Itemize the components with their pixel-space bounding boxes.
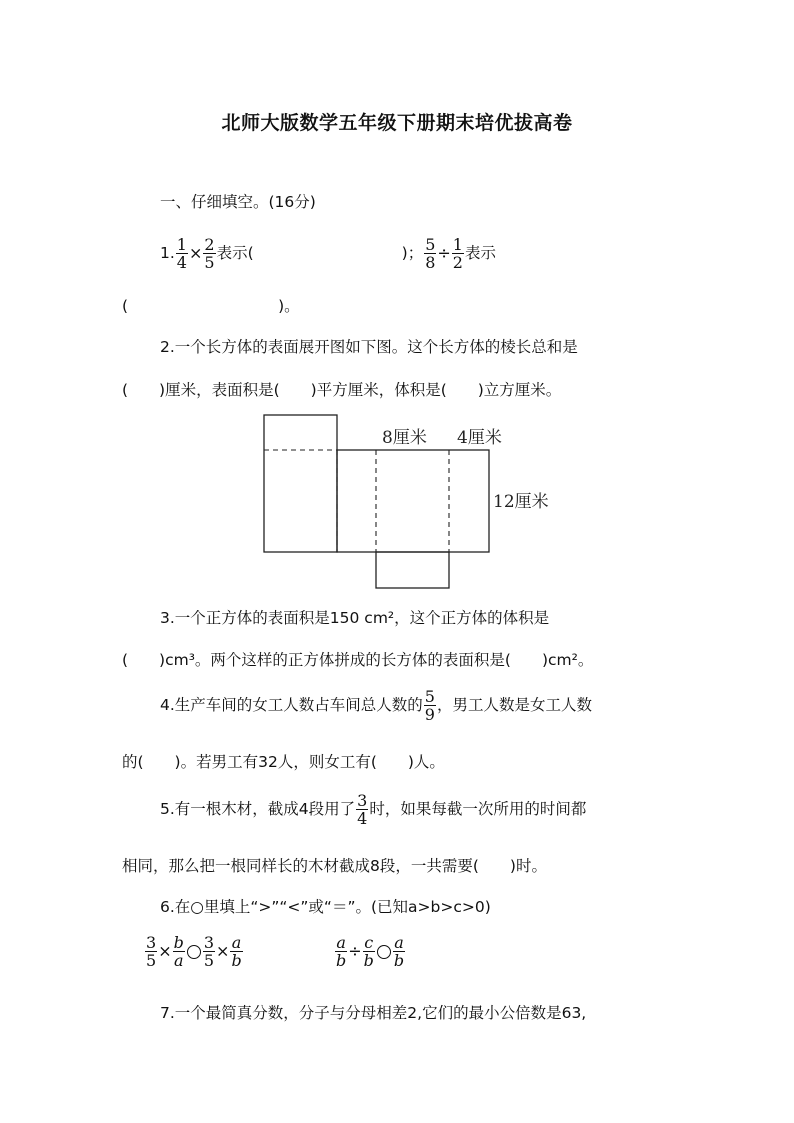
section-heading: 一、仔细填空。(16分) [160,193,316,211]
cuboid-net-diagram [250,405,570,595]
question-1-line-1 [160,236,496,271]
net-left-face-outline [264,415,337,552]
multiply-sign: × [158,941,172,961]
question-2-line-2: ( )厘米，表面积是( )平方厘米，体积是( )立方厘米。 [122,381,562,399]
compare-circle-2 [377,945,391,959]
question-4-line-1 [160,688,592,723]
label-4cm: 4厘米 [457,428,502,448]
e2-fraction-c-b: $\frac{c}{b}$ [363,933,374,970]
question-3-line-2: ( )cm³。两个这样的正方体拼成的长方体的表面积是( )cm²。 [122,651,594,669]
question-5-line-1 [160,792,586,827]
label-12cm: 12厘米 [493,492,549,512]
question-3-line-1: 3.一个正方体的表面积是150 cm²，这个正方体的体积是 [160,609,550,627]
comparison-expression-2 [334,934,406,969]
multiply-sign: × [216,941,230,961]
multiply-sign: × [188,243,203,263]
question-1-line-2 [122,296,300,316]
fraction-1-4: $\frac{1}{4}$ [176,235,187,272]
e1-fraction-b-a: $\frac{b}{a}$ [173,933,184,970]
question-5-line-2: 相同，那么把一根同样长的木材截成8段，一共需要( )时。 [122,857,547,875]
page-title: 北师大版数学五年级下册期末培优拔高卷 [221,112,573,134]
question-4-text-a: 4.生产车间的女工人数占车间总人数的 [160,696,423,714]
e1-fraction-3-5-right: $\frac{3}{5}$ [203,933,215,970]
question-2-line-1: 2.一个长方体的表面展开图如下图。这个长方体的棱长总和是 [160,338,578,356]
answer-blank-close-2: )。 [278,297,300,315]
net-main-strip-outline [337,450,489,552]
e1-fraction-a-b: $\frac{a}{b}$ [231,933,242,970]
e2-fraction-a-b-right: $\frac{a}{b}$ [393,933,405,970]
question-4-text-b: ，男工人数是女工人数 [436,696,592,714]
question-1-text-represents: 表示 [464,244,496,262]
answer-blank-open: 表示( [216,244,254,262]
question-1-number: 1. [160,244,175,262]
fraction-2-5: $\frac{2}{5}$ [204,235,215,272]
fraction-3-4: $\frac{3}{4}$ [357,791,368,828]
question-7-line-1: 7.一个最简真分数，分子与分母相差2,它们的最小公倍数是63, [160,1004,587,1022]
question-4-line-2: 的( )。若男工有32人，则女工有( )人。 [122,753,445,771]
net-bottom-flap [376,552,449,588]
question-5-text-b: 时，如果每截一次所用的时间都 [369,800,587,818]
fraction-1-2: $\frac{1}{2}$ [452,235,463,272]
fraction-5-8: $\frac{5}{8}$ [425,235,436,272]
e2-fraction-a-b: $\frac{a}{b}$ [336,933,347,970]
label-8cm: 8厘米 [382,428,427,448]
comparison-expression-1 [144,934,244,969]
answer-blank-close: )； [401,244,424,262]
fraction-5-9: $\frac{5}{9}$ [424,687,435,724]
divide-sign: ÷ [437,243,451,263]
question-6-line-1: 6.在○里填上“>”“<”或“＝”。(已知a>b>c>0) [160,898,491,916]
compare-circle-1 [187,945,201,959]
divide-sign: ÷ [348,941,362,961]
question-5-text-a: 5.有一根木材，截成4段用了 [160,800,356,818]
e1-fraction-3-5: $\frac{3}{5}$ [146,933,157,970]
answer-blank-open-2: ( [122,297,129,315]
